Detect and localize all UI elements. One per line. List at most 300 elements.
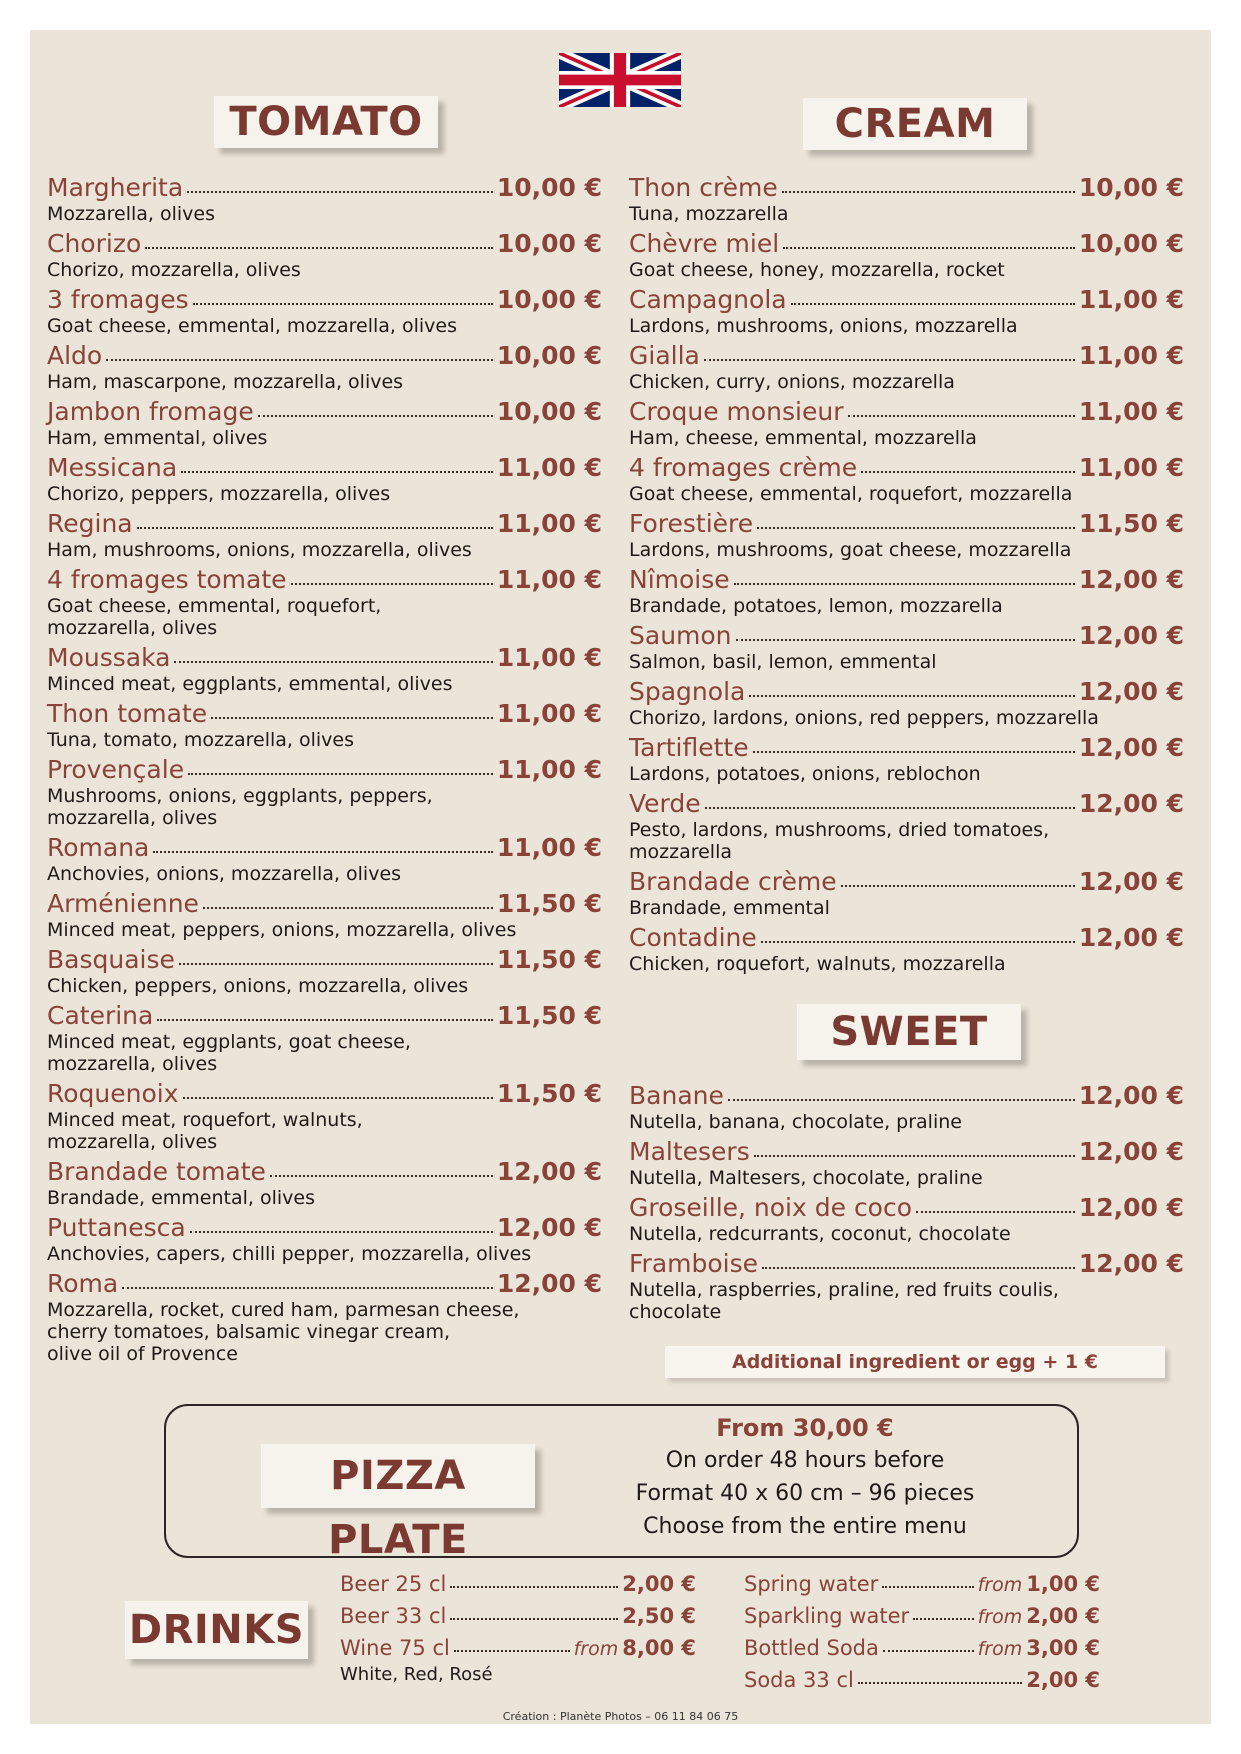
menu-item-price: 12,00 € — [496, 1269, 602, 1298]
menu-item — [47, 1213, 602, 1269]
menu-item-row — [47, 397, 602, 427]
menu-item — [629, 1193, 1184, 1249]
menu-item-price: 12,00 € — [1078, 867, 1184, 896]
menu-item-description — [47, 483, 602, 509]
menu-item-name: Gialla — [629, 341, 700, 370]
menu-item — [47, 945, 602, 1001]
menu-item-row — [47, 453, 602, 483]
menu-item-price: 11,00 € — [1078, 285, 1184, 314]
menu-item — [47, 643, 602, 699]
dot-leader — [174, 661, 492, 663]
menu-item-row — [47, 341, 602, 371]
dot-leader — [913, 1618, 973, 1620]
description-line: Lardons, mushrooms, goat cheese, mozzarella — [629, 539, 1072, 561]
description-line: Lardons, mushrooms, onions, mozzarella — [629, 315, 1018, 337]
dot-leader — [291, 583, 493, 585]
drink-name: Sparkling water — [744, 1604, 910, 1628]
sweet-menu-list — [629, 1081, 1184, 1327]
pizza-plate-line: Format 40 x 60 cm – 96 pieces — [635, 1481, 975, 1506]
menu-item-price: 12,00 € — [1078, 733, 1184, 762]
description-line: mozzarella, olives — [47, 1131, 218, 1153]
menu-item-price: 11,00 € — [1078, 397, 1184, 426]
menu-item-description — [47, 729, 602, 755]
menu-item-name: Chèvre miel — [629, 229, 780, 258]
dot-leader — [193, 303, 493, 305]
menu-item-name: Verde — [629, 789, 701, 818]
menu-item — [47, 755, 602, 833]
description-line: Nutella, raspberries, praline, red fruits coulis, — [629, 1279, 1059, 1301]
menu-item-description — [629, 651, 1184, 677]
menu-item-price: 11,50 € — [1078, 509, 1184, 538]
menu-item-name: Spagnola — [629, 677, 746, 706]
menu-item-price: 11,00 € — [496, 833, 602, 862]
cream-menu-list — [629, 173, 1184, 979]
menu-item-row — [47, 755, 602, 785]
menu-item-description — [629, 707, 1184, 733]
menu-item-row — [629, 677, 1184, 707]
description-line: cherry tomatoes, balsamic vinegar cream, — [47, 1321, 451, 1343]
sweet-section-title: SWEET — [797, 1004, 1021, 1060]
menu-item-name: Roquenoix — [47, 1079, 179, 1108]
menu-item — [47, 1269, 602, 1369]
description-line: Chicken, curry, onions, mozzarella — [629, 371, 955, 393]
menu-item — [629, 229, 1184, 285]
drinks-list-alcohol — [340, 1568, 696, 1686]
menu-item-name: Moussaka — [47, 643, 171, 672]
description-line: Ham, mascarpone, mozzarella, olives — [47, 371, 404, 393]
menu-item-price: 12,00 € — [1078, 1137, 1184, 1166]
menu-item-description — [47, 595, 602, 643]
menu-item-row — [629, 1249, 1184, 1279]
menu-item-row — [629, 923, 1184, 953]
menu-item — [629, 1249, 1184, 1327]
menu-item-price: 11,00 € — [496, 699, 602, 728]
menu-item-row — [47, 229, 602, 259]
menu-item-name: Romana — [47, 833, 150, 862]
drink-name: Bottled Soda — [744, 1636, 879, 1660]
description-line: Nutella, banana, chocolate, praline — [629, 1111, 962, 1133]
menu-item-price: 12,00 € — [1078, 789, 1184, 818]
menu-item-row — [629, 509, 1184, 539]
description-line: Pesto, lardons, mushrooms, dried tomatoes, — [629, 819, 1050, 841]
menu-item — [629, 565, 1184, 621]
menu-item-row — [629, 285, 1184, 315]
menu-item-description — [47, 863, 602, 889]
drink-price: 3,00 € — [1026, 1636, 1100, 1660]
menu-item-row — [47, 173, 602, 203]
description-line: Brandade, emmental — [629, 897, 830, 919]
menu-item-row — [47, 889, 602, 919]
menu-item-description — [629, 259, 1184, 285]
dot-leader — [734, 583, 1075, 585]
menu-item — [629, 453, 1184, 509]
dot-leader — [736, 639, 1075, 641]
menu-item — [629, 677, 1184, 733]
menu-item — [47, 833, 602, 889]
menu-item-price: 12,00 € — [1078, 677, 1184, 706]
description-line: Anchovies, onions, mozzarella, olives — [47, 863, 402, 885]
menu-item-price: 10,00 € — [496, 397, 602, 426]
menu-item-name: Croque monsieur — [629, 397, 844, 426]
menu-item-description — [47, 427, 602, 453]
menu-item-description — [629, 595, 1184, 621]
dot-leader — [728, 1099, 1075, 1101]
menu-item-row — [629, 1081, 1184, 1111]
menu-item — [629, 397, 1184, 453]
menu-item — [629, 1081, 1184, 1137]
menu-item-description — [47, 975, 602, 1001]
drink-name: Spring water — [744, 1572, 879, 1596]
dot-leader — [450, 1586, 618, 1588]
menu-item-name: Groseille, noix de coco — [629, 1193, 913, 1222]
dot-leader — [187, 191, 493, 193]
menu-item-row — [47, 285, 602, 315]
drink-name: Soda 33 cl — [744, 1668, 854, 1692]
menu-item-price: 11,00 € — [496, 565, 602, 594]
menu-item-description — [47, 203, 602, 229]
dot-leader — [270, 1175, 493, 1177]
menu-item — [629, 1137, 1184, 1193]
menu-item-price: 11,50 € — [496, 945, 602, 974]
description-line: Minced meat, roquefort, walnuts, — [47, 1109, 363, 1131]
drink-name: Beer 33 cl — [340, 1604, 447, 1628]
menu-item-price: 12,00 € — [1078, 1193, 1184, 1222]
menu-item-row — [47, 699, 602, 729]
description-line: Mushrooms, onions, eggplants, peppers, — [47, 785, 433, 807]
dot-leader — [137, 527, 493, 529]
menu-item-name: Saumon — [629, 621, 732, 650]
menu-item-price: 10,00 € — [496, 341, 602, 370]
menu-item-name: Thon crème — [629, 173, 778, 202]
dot-leader — [258, 415, 493, 417]
drink-item — [340, 1600, 696, 1632]
dot-leader — [753, 751, 1075, 753]
menu-item-description — [629, 953, 1184, 979]
description-line: mozzarella, olives — [47, 1053, 218, 1075]
pizza-plate-line: On order 48 hours before — [665, 1448, 945, 1473]
menu-item-description — [47, 371, 602, 397]
menu-item-price: 12,00 € — [1078, 923, 1184, 952]
menu-item-description — [47, 1031, 602, 1079]
dot-leader — [188, 773, 493, 775]
menu-item — [47, 699, 602, 755]
pizza-plate-info — [600, 1412, 1010, 1543]
design-credit: Création : Planète Photos – 06 11 84 06 75 — [502, 1710, 739, 1723]
menu-item-name: Jambon fromage — [47, 397, 254, 426]
dot-leader — [754, 1155, 1075, 1157]
menu-item — [629, 923, 1184, 979]
menu-item-row — [629, 733, 1184, 763]
menu-item-price: 12,00 € — [496, 1213, 602, 1242]
menu-item-description — [629, 1223, 1184, 1249]
menu-item-name: Regina — [47, 509, 133, 538]
description-line: Tuna, mozzarella — [629, 203, 789, 225]
dot-leader — [841, 885, 1075, 887]
menu-item-description — [629, 897, 1184, 923]
menu-item-name: Provençale — [47, 755, 185, 784]
dot-leader — [861, 471, 1075, 473]
drink-item — [744, 1568, 1100, 1600]
menu-item-description — [629, 427, 1184, 453]
menu-item-row — [629, 565, 1184, 595]
menu-item — [47, 341, 602, 397]
menu-item-name: Framboise — [629, 1249, 759, 1278]
drink-from-label: from — [977, 1638, 1023, 1660]
drink-from-label: from — [977, 1574, 1023, 1596]
menu-item-name: 3 fromages — [47, 285, 189, 314]
menu-item-name: 4 fromages crème — [629, 453, 858, 482]
description-line: Goat cheese, emmental, mozzarella, olives — [47, 315, 458, 337]
menu-item-row — [47, 1001, 602, 1031]
dot-leader — [883, 1650, 974, 1652]
drink-item — [744, 1600, 1100, 1632]
description-line: mozzarella, olives — [47, 807, 218, 829]
menu-item-name: Caterina — [47, 1001, 154, 1030]
dot-leader — [916, 1211, 1075, 1213]
description-line: Minced meat, eggplants, emmental, olives — [47, 673, 453, 695]
dot-leader — [190, 1231, 493, 1233]
menu-item-description — [47, 539, 602, 565]
tomato-menu-list — [47, 173, 602, 1369]
description-line: Goat cheese, honey, mozzarella, rocket — [629, 259, 1005, 281]
menu-item-name: Tartiflette — [629, 733, 749, 762]
drink-from-label: from — [977, 1606, 1023, 1628]
menu-item-name: Nîmoise — [629, 565, 730, 594]
menu-item-row — [47, 1269, 602, 1299]
dot-leader — [450, 1618, 618, 1620]
extra-ingredient-note: Additional ingredient or egg + 1 € — [665, 1346, 1165, 1378]
dot-leader — [145, 247, 493, 249]
description-line: Mozzarella, rocket, cured ham, parmesan cheese, — [47, 1299, 520, 1321]
dot-leader — [882, 1586, 973, 1588]
menu-item-price: 11,50 € — [496, 889, 602, 918]
menu-item — [629, 621, 1184, 677]
menu-item — [47, 889, 602, 945]
drink-item — [340, 1632, 696, 1664]
pizza-plate-title: PIZZA PLATE — [261, 1444, 535, 1508]
menu-item-row — [629, 621, 1184, 651]
menu-item-name: Puttanesca — [47, 1213, 186, 1242]
description-line: Lardons, potatoes, onions, reblochon — [629, 763, 981, 785]
menu-item-name: Thon tomate — [47, 699, 208, 728]
menu-item-description — [47, 1187, 602, 1213]
drink-price: 2,00 € — [1026, 1668, 1100, 1692]
description-line: Nutella, redcurrants, coconut, chocolate — [629, 1223, 1011, 1245]
menu-item-price: 11,00 € — [496, 453, 602, 482]
menu-item-description — [629, 1111, 1184, 1137]
description-line: Chicken, peppers, onions, mozzarella, olives — [47, 975, 469, 997]
menu-item-description — [629, 1167, 1184, 1193]
menu-item-row — [629, 1193, 1184, 1223]
dot-leader — [762, 1267, 1075, 1269]
description-line: Salmon, basil, lemon, emmental — [629, 651, 937, 673]
description-line: Mozzarella, olives — [47, 203, 215, 225]
uk-flag-icon — [559, 53, 681, 107]
dot-leader — [705, 807, 1075, 809]
drinks-section-title: DRINKS — [125, 1601, 308, 1659]
dot-leader — [761, 941, 1075, 943]
drink-price: 2,50 € — [622, 1604, 696, 1628]
menu-item-description — [47, 1299, 602, 1369]
drink-name: Wine 75 cl — [340, 1636, 450, 1660]
description-line: Tuna, tomato, mozzarella, olives — [47, 729, 355, 751]
menu-item-row — [629, 173, 1184, 203]
menu-item-description — [47, 785, 602, 833]
menu-item — [629, 341, 1184, 397]
menu-item-description — [629, 371, 1184, 397]
description-line: chocolate — [629, 1301, 722, 1323]
description-line: Anchovies, capers, chilli pepper, mozzarella, olives — [47, 1243, 532, 1265]
menu-item-description — [47, 673, 602, 699]
description-line: Brandade, potatoes, lemon, mozzarella — [629, 595, 1003, 617]
description-line: Minced meat, peppers, onions, mozzarella, olives — [47, 919, 517, 941]
menu-item — [47, 509, 602, 565]
menu-item-row — [47, 1079, 602, 1109]
menu-item-name: Brandade crème — [629, 867, 837, 896]
dot-leader — [211, 717, 493, 719]
menu-item-price: 12,00 € — [1078, 565, 1184, 594]
dot-leader — [181, 471, 493, 473]
dot-leader — [782, 191, 1075, 193]
dot-leader — [757, 527, 1075, 529]
description-line: Goat cheese, emmental, roquefort, — [47, 595, 382, 617]
menu-item-description — [629, 315, 1184, 341]
menu-item-description — [47, 259, 602, 285]
menu-item — [629, 789, 1184, 867]
pizza-plate-line: Choose from the entire menu — [643, 1514, 967, 1539]
menu-item-name: Brandade tomate — [47, 1157, 266, 1186]
menu-item-price: 12,00 € — [1078, 1081, 1184, 1110]
menu-item-name: Arménienne — [47, 889, 199, 918]
menu-item-name: Chorizo — [47, 229, 142, 258]
menu-item-price: 12,00 € — [496, 1157, 602, 1186]
menu-item-price: 11,00 € — [496, 755, 602, 784]
menu-item-price: 10,00 € — [496, 285, 602, 314]
description-line: Ham, emmental, olives — [47, 427, 268, 449]
menu-item-description — [629, 1279, 1184, 1327]
menu-item — [47, 1079, 602, 1157]
menu-item-name: 4 fromages tomate — [47, 565, 287, 594]
dot-leader — [183, 1097, 493, 1099]
menu-item-name: Roma — [47, 1269, 119, 1298]
menu-item-row — [47, 509, 602, 539]
menu-item-description — [47, 1243, 602, 1269]
menu-item-name: Margherita — [47, 173, 184, 202]
menu-item-description — [629, 483, 1184, 509]
dot-leader — [153, 851, 492, 853]
dot-leader — [157, 1019, 492, 1021]
description-line: Chorizo, peppers, mozzarella, olives — [47, 483, 391, 505]
drink-price: 8,00 € — [622, 1636, 696, 1660]
menu-item-row — [629, 229, 1184, 259]
menu-item-name: Aldo — [47, 341, 103, 370]
dot-leader — [454, 1650, 570, 1652]
drink-price: 2,00 € — [1026, 1604, 1100, 1628]
menu-item — [47, 1157, 602, 1213]
dot-leader — [791, 303, 1075, 305]
dot-leader — [848, 415, 1075, 417]
menu-item — [47, 1001, 602, 1079]
menu-item-name: Banane — [629, 1081, 724, 1110]
menu-item-price: 11,50 € — [496, 1079, 602, 1108]
drink-description: White, Red, Rosé — [340, 1664, 493, 1685]
menu-item-row — [47, 1213, 602, 1243]
menu-item-description — [47, 919, 602, 945]
menu-item-price: 10,00 € — [496, 173, 602, 202]
menu-item — [629, 509, 1184, 565]
menu-item-row — [629, 397, 1184, 427]
description-line: Goat cheese, emmental, roquefort, mozzarella — [629, 483, 1073, 505]
description-line: olive oil of Provence — [47, 1343, 238, 1365]
menu-item-row — [47, 833, 602, 863]
pizza-plate-price: From 30,00 € — [716, 1414, 894, 1442]
dot-leader — [203, 907, 493, 909]
drinks-list-soft — [744, 1568, 1100, 1696]
menu-item — [629, 173, 1184, 229]
drink-item — [340, 1568, 696, 1600]
menu-item-row — [47, 945, 602, 975]
menu-item-price: 12,00 € — [1078, 1249, 1184, 1278]
menu-item-price: 10,00 € — [1078, 173, 1184, 202]
menu-item-row — [629, 1137, 1184, 1167]
menu-item — [47, 565, 602, 643]
menu-item-description — [629, 539, 1184, 565]
menu-item-description — [629, 819, 1184, 867]
drink-name: Beer 25 cl — [340, 1572, 447, 1596]
menu-item-price: 10,00 € — [1078, 229, 1184, 258]
menu-item — [629, 733, 1184, 789]
description-line: mozzarella — [629, 841, 733, 863]
description-line: Ham, mushrooms, onions, mozzarella, olives — [47, 539, 472, 561]
menu-item-price: 10,00 € — [496, 229, 602, 258]
description-line: Chorizo, mozzarella, olives — [47, 259, 301, 281]
menu-item-price: 11,00 € — [1078, 453, 1184, 482]
dot-leader — [106, 359, 493, 361]
cream-section-title: CREAM — [803, 98, 1027, 150]
dot-leader — [749, 695, 1074, 697]
menu-item-row — [47, 565, 602, 595]
menu-item-name: Messicana — [47, 453, 178, 482]
menu-item-name: Campagnola — [629, 285, 787, 314]
description-line: mozzarella, olives — [47, 617, 218, 639]
menu-item-price: 12,00 € — [1078, 621, 1184, 650]
menu-item-row — [629, 789, 1184, 819]
menu-item-row — [47, 1157, 602, 1187]
menu-item-name: Basquaise — [47, 945, 175, 974]
menu-item-description — [629, 203, 1184, 229]
menu-item — [47, 453, 602, 509]
drink-from-label: from — [573, 1638, 619, 1660]
drink-price: 1,00 € — [1026, 1572, 1100, 1596]
description-line: Chicken, roquefort, walnuts, mozzarella — [629, 953, 1006, 975]
menu-item-row — [629, 453, 1184, 483]
menu-item-row — [629, 341, 1184, 371]
menu-item-row — [629, 867, 1184, 897]
dot-leader — [704, 359, 1075, 361]
menu-item-description — [47, 1109, 602, 1157]
menu-item — [47, 397, 602, 453]
dot-leader — [783, 247, 1075, 249]
description-line: Minced meat, eggplants, goat cheese, — [47, 1031, 411, 1053]
description-line: Brandade, emmental, olives — [47, 1187, 315, 1209]
dot-leader — [122, 1287, 493, 1289]
drink-item — [744, 1664, 1100, 1696]
menu-item-description — [47, 315, 602, 341]
menu-item — [629, 285, 1184, 341]
dot-leader — [858, 1682, 1022, 1684]
description-line: Nutella, Maltesers, chocolate, praline — [629, 1167, 983, 1189]
menu-item-row — [47, 643, 602, 673]
